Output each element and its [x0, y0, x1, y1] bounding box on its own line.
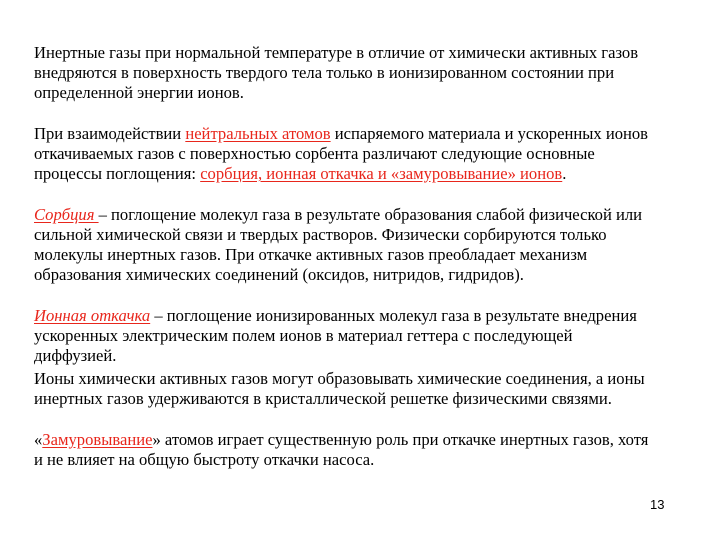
paragraph-immuring: [34, 430, 702, 470]
term-ion-pumping[interactable]: Ионная откачка: [34, 306, 151, 325]
text-line: ускоренных электрическим полем ионов в материал геттера с последующей: [34, 326, 573, 345]
text-segment: » атомов играет существенную роль при откачке инертных газов, хотя: [152, 430, 649, 449]
slide-body: [34, 43, 702, 470]
text-line: [34, 430, 702, 450]
text-line: Инертные газы при нормальной температуре в отличие от химически активных газов: [34, 43, 639, 62]
text-line: определенной энергии ионов.: [34, 83, 244, 102]
text-segment: – поглощение ионизированных молекул газа в результате внедрения: [150, 306, 637, 325]
text-segment: – поглощение молекул газа в результате образования слабой физической или: [98, 205, 643, 224]
page-number: 13: [650, 497, 665, 512]
text-segment: .: [562, 164, 567, 183]
text-line: молекулы инертных газов. При откачке активных газов преобладает механизм: [34, 245, 588, 264]
text-segment: «: [34, 430, 43, 449]
text-segment: При взаимодействии: [34, 124, 186, 143]
text-line: [34, 205, 702, 225]
text-line: инертных газов удерживаются в кристаллической решетке физическими связями.: [34, 389, 612, 408]
link-immuring[interactable]: Замуровывание: [42, 430, 153, 449]
text-line: Ионы химически активных газов могут образовывать химические соединения, а ионы: [34, 369, 645, 388]
text-line: внедряются в поверхность твердого тела только в ионизированном состоянии при: [34, 63, 615, 82]
text-segment: испаряемого материала и ускоренных ионов: [330, 124, 649, 143]
paragraph-ion-pumping: [34, 306, 702, 366]
text-segment: процессы поглощения:: [34, 164, 201, 183]
paragraph-inert-gases: [34, 43, 702, 103]
paragraph-active-gas-ions: [34, 369, 702, 409]
paragraph-sorption: [34, 205, 702, 285]
link-absorption-processes[interactable]: сорбция, ионная откачка и «замуровывание» ионов: [200, 164, 563, 183]
text-line: и не влияет на общую быстроту откачки насоса.: [34, 450, 375, 469]
term-sorption[interactable]: Сорбция: [34, 205, 99, 224]
link-neutral-atoms[interactable]: нейтральных атомов: [185, 124, 331, 143]
text-line: [34, 124, 702, 144]
text-line: сильной химической связи и твердых растворов. Физически сорбируются только: [34, 225, 607, 244]
paragraph-absorption-processes: [34, 124, 702, 184]
text-line: диффузией.: [34, 346, 117, 365]
text-line: образования химических соединений (оксидов, нитридов, гидридов).: [34, 265, 524, 284]
text-line: [34, 164, 702, 184]
text-line: [34, 306, 702, 326]
text-line: откачиваемых газов с поверхностью сорбента различают следующие основные: [34, 144, 595, 163]
